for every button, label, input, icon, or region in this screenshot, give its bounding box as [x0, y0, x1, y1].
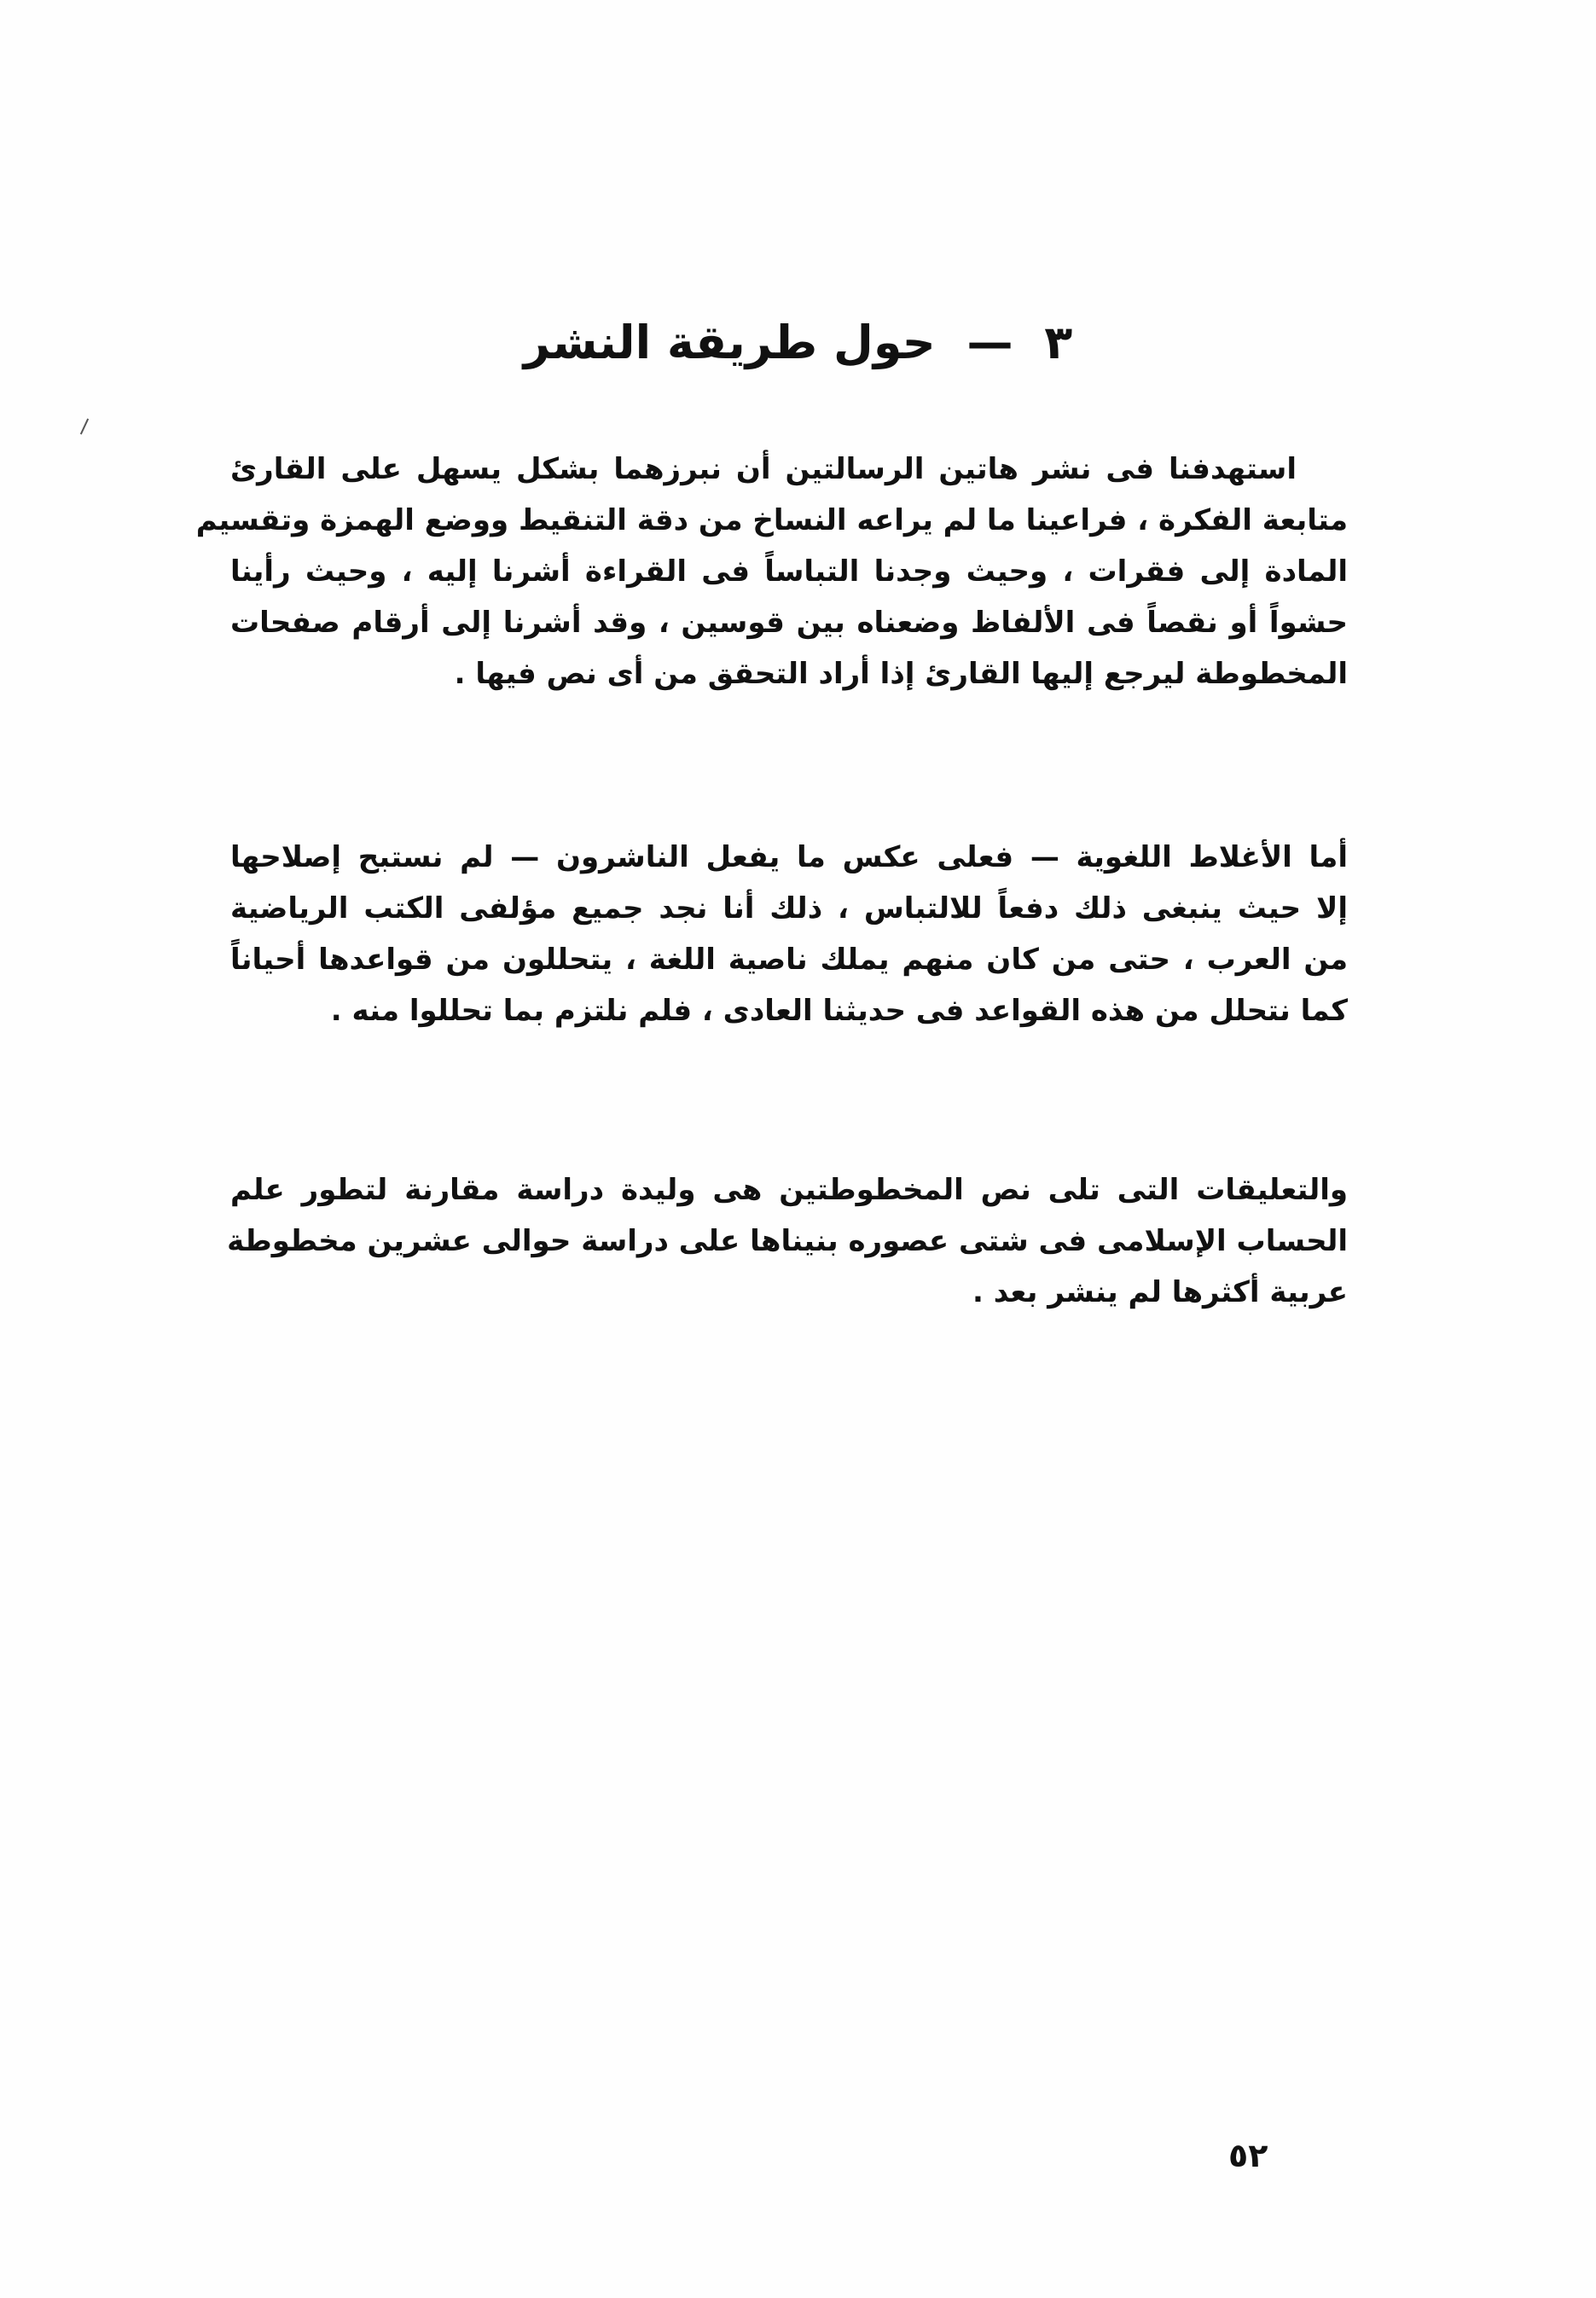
paragraph-line: حشواً أو نقصاً فى الألفاظ وضعناه بين قوسين ، وقد أشرنا إلى أرقام صفحات — [230, 606, 1348, 640]
heading-text: حول طريقة النشر — [523, 316, 936, 369]
margin-pencil-mark — [80, 419, 89, 435]
paragraph-1 — [195, 444, 1348, 699]
paragraph-line: كما نتحلل من هذه القواعد فى حديثنا العادى ، فلم نلتزم بما تحللوا منه . — [330, 994, 1348, 1028]
paragraph-line: إلا حيث ينبغى ذلك دفعاً للالتباس ، ذلك أنا نجد جميع مؤلفى الكتب الرياضية — [230, 891, 1348, 926]
paragraph-2 — [230, 832, 1348, 1036]
paragraph-line: من العرب ، حتى من كان منهم يملك ناصية اللغة ، يتحللون من قواعدها أحياناً — [230, 943, 1348, 977]
heading-dash: — — [966, 316, 1013, 369]
paragraph-line: أما الأغلاط اللغوية — فعلى عكس ما يفعل الناشرون — لم نستبح إصلاحها — [230, 840, 1348, 874]
paragraph-line: المخطوطة ليرجع إليها القارئ إذا أراد التحقق من أى نص فيها . — [454, 657, 1348, 691]
paragraph-3 — [227, 1164, 1348, 1318]
section-heading — [0, 309, 1596, 377]
paragraph-line: استهدفنا فى نشر هاتين الرسالتين أن نبرزهما بشكل يسهل على القارئ — [230, 452, 1297, 486]
section-number: ٣ — [1044, 316, 1073, 369]
paragraph-line: عربية أكثرها لم ينشر بعد . — [972, 1275, 1348, 1309]
page-number: ٥٢ — [1228, 2137, 1268, 2174]
paragraph-line: الحساب الإسلامى فى شتى عصوره بنيناها على دراسة حوالى عشرين مخطوطة — [227, 1224, 1348, 1258]
paragraph-line: والتعليقات التى تلى نص المخطوطتين هى وليدة دراسة مقارنة لتطور علم — [230, 1173, 1348, 1207]
paragraph-line: متابعة الفكرة ، فراعينا ما لم يراعه النساخ من دقة التنقيط ووضع الهمزة وتقسيم — [195, 503, 1348, 537]
paragraph-line: المادة إلى فقرات ، وحيث وجدنا التباساً فى القراءة أشرنا إليه ، وحيث رأينا — [230, 554, 1348, 589]
